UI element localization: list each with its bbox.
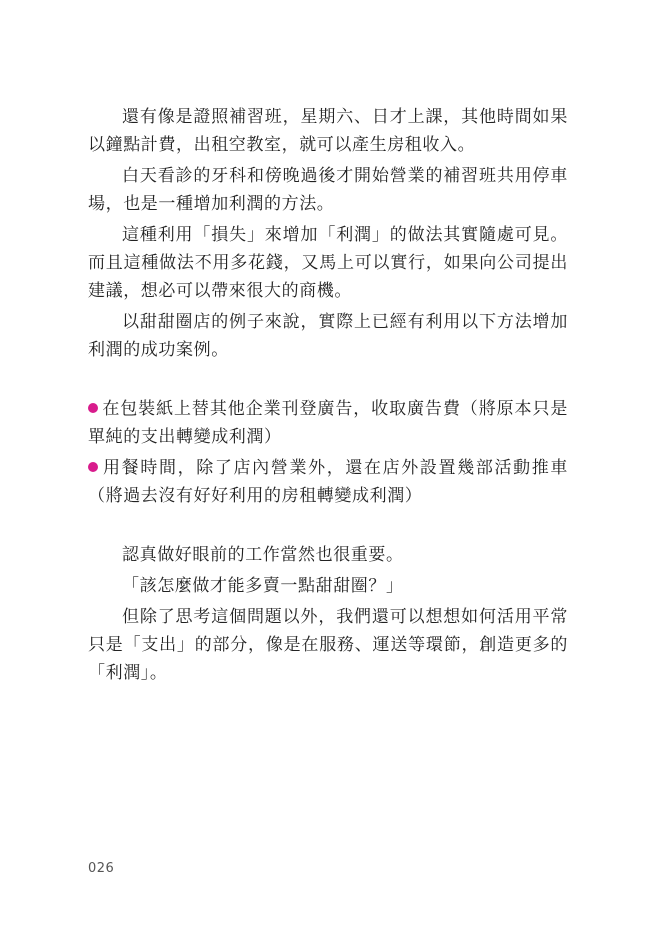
paragraph: 白天看診的牙科和傍晚過後才開始營業的補習班共用停車場，也是一種增加利潤的方法。 bbox=[88, 166, 568, 214]
bullet-text: 在包裝紙上替其他企業刊登廣告，收取廣告費（將原本只是單純的支出轉變成利潤） bbox=[88, 399, 568, 447]
paragraph: 但除了思考這個問題以外，我們還可以想想如何活用平常只是「支出」的部分，像是在服務、運送等環節，創造更多的「利潤」。 bbox=[88, 607, 568, 683]
bullet-item bbox=[88, 454, 568, 510]
bullet-text: 用餐時間，除了店內營業外，還在店外設置幾部活動推車（將過去沒有好好利用的房租轉變成利潤） bbox=[88, 458, 568, 506]
paragraph: 「該怎麼做才能多賣一點甜甜圈？」 bbox=[122, 576, 404, 596]
paragraph: 這種利用「損失」來增加「利潤」的做法其實隨處可見。而且這種做法不用多花錢，又馬上可以實行，如果向公司提出建議，想必可以帶來很大的商機。 bbox=[88, 225, 568, 301]
paragraph: 以甜甜圈店的例子來說，實際上已經有利用以下方法增加利潤的成功案例。 bbox=[88, 312, 568, 360]
spacer bbox=[88, 367, 568, 395]
bullet-item bbox=[88, 395, 568, 451]
pink-dot-icon bbox=[88, 462, 98, 472]
spacer bbox=[88, 513, 568, 541]
pink-dot-icon bbox=[88, 403, 98, 413]
paragraph: 認真做好眼前的工作當然也很重要。 bbox=[122, 545, 404, 565]
page-number: 026 bbox=[88, 861, 115, 876]
paragraph: 還有像是證照補習班，星期六、日才上課，其他時間如果以鐘點計費，出租空教室，就可以產生房租收入。 bbox=[88, 107, 568, 155]
body-text bbox=[88, 103, 568, 690]
